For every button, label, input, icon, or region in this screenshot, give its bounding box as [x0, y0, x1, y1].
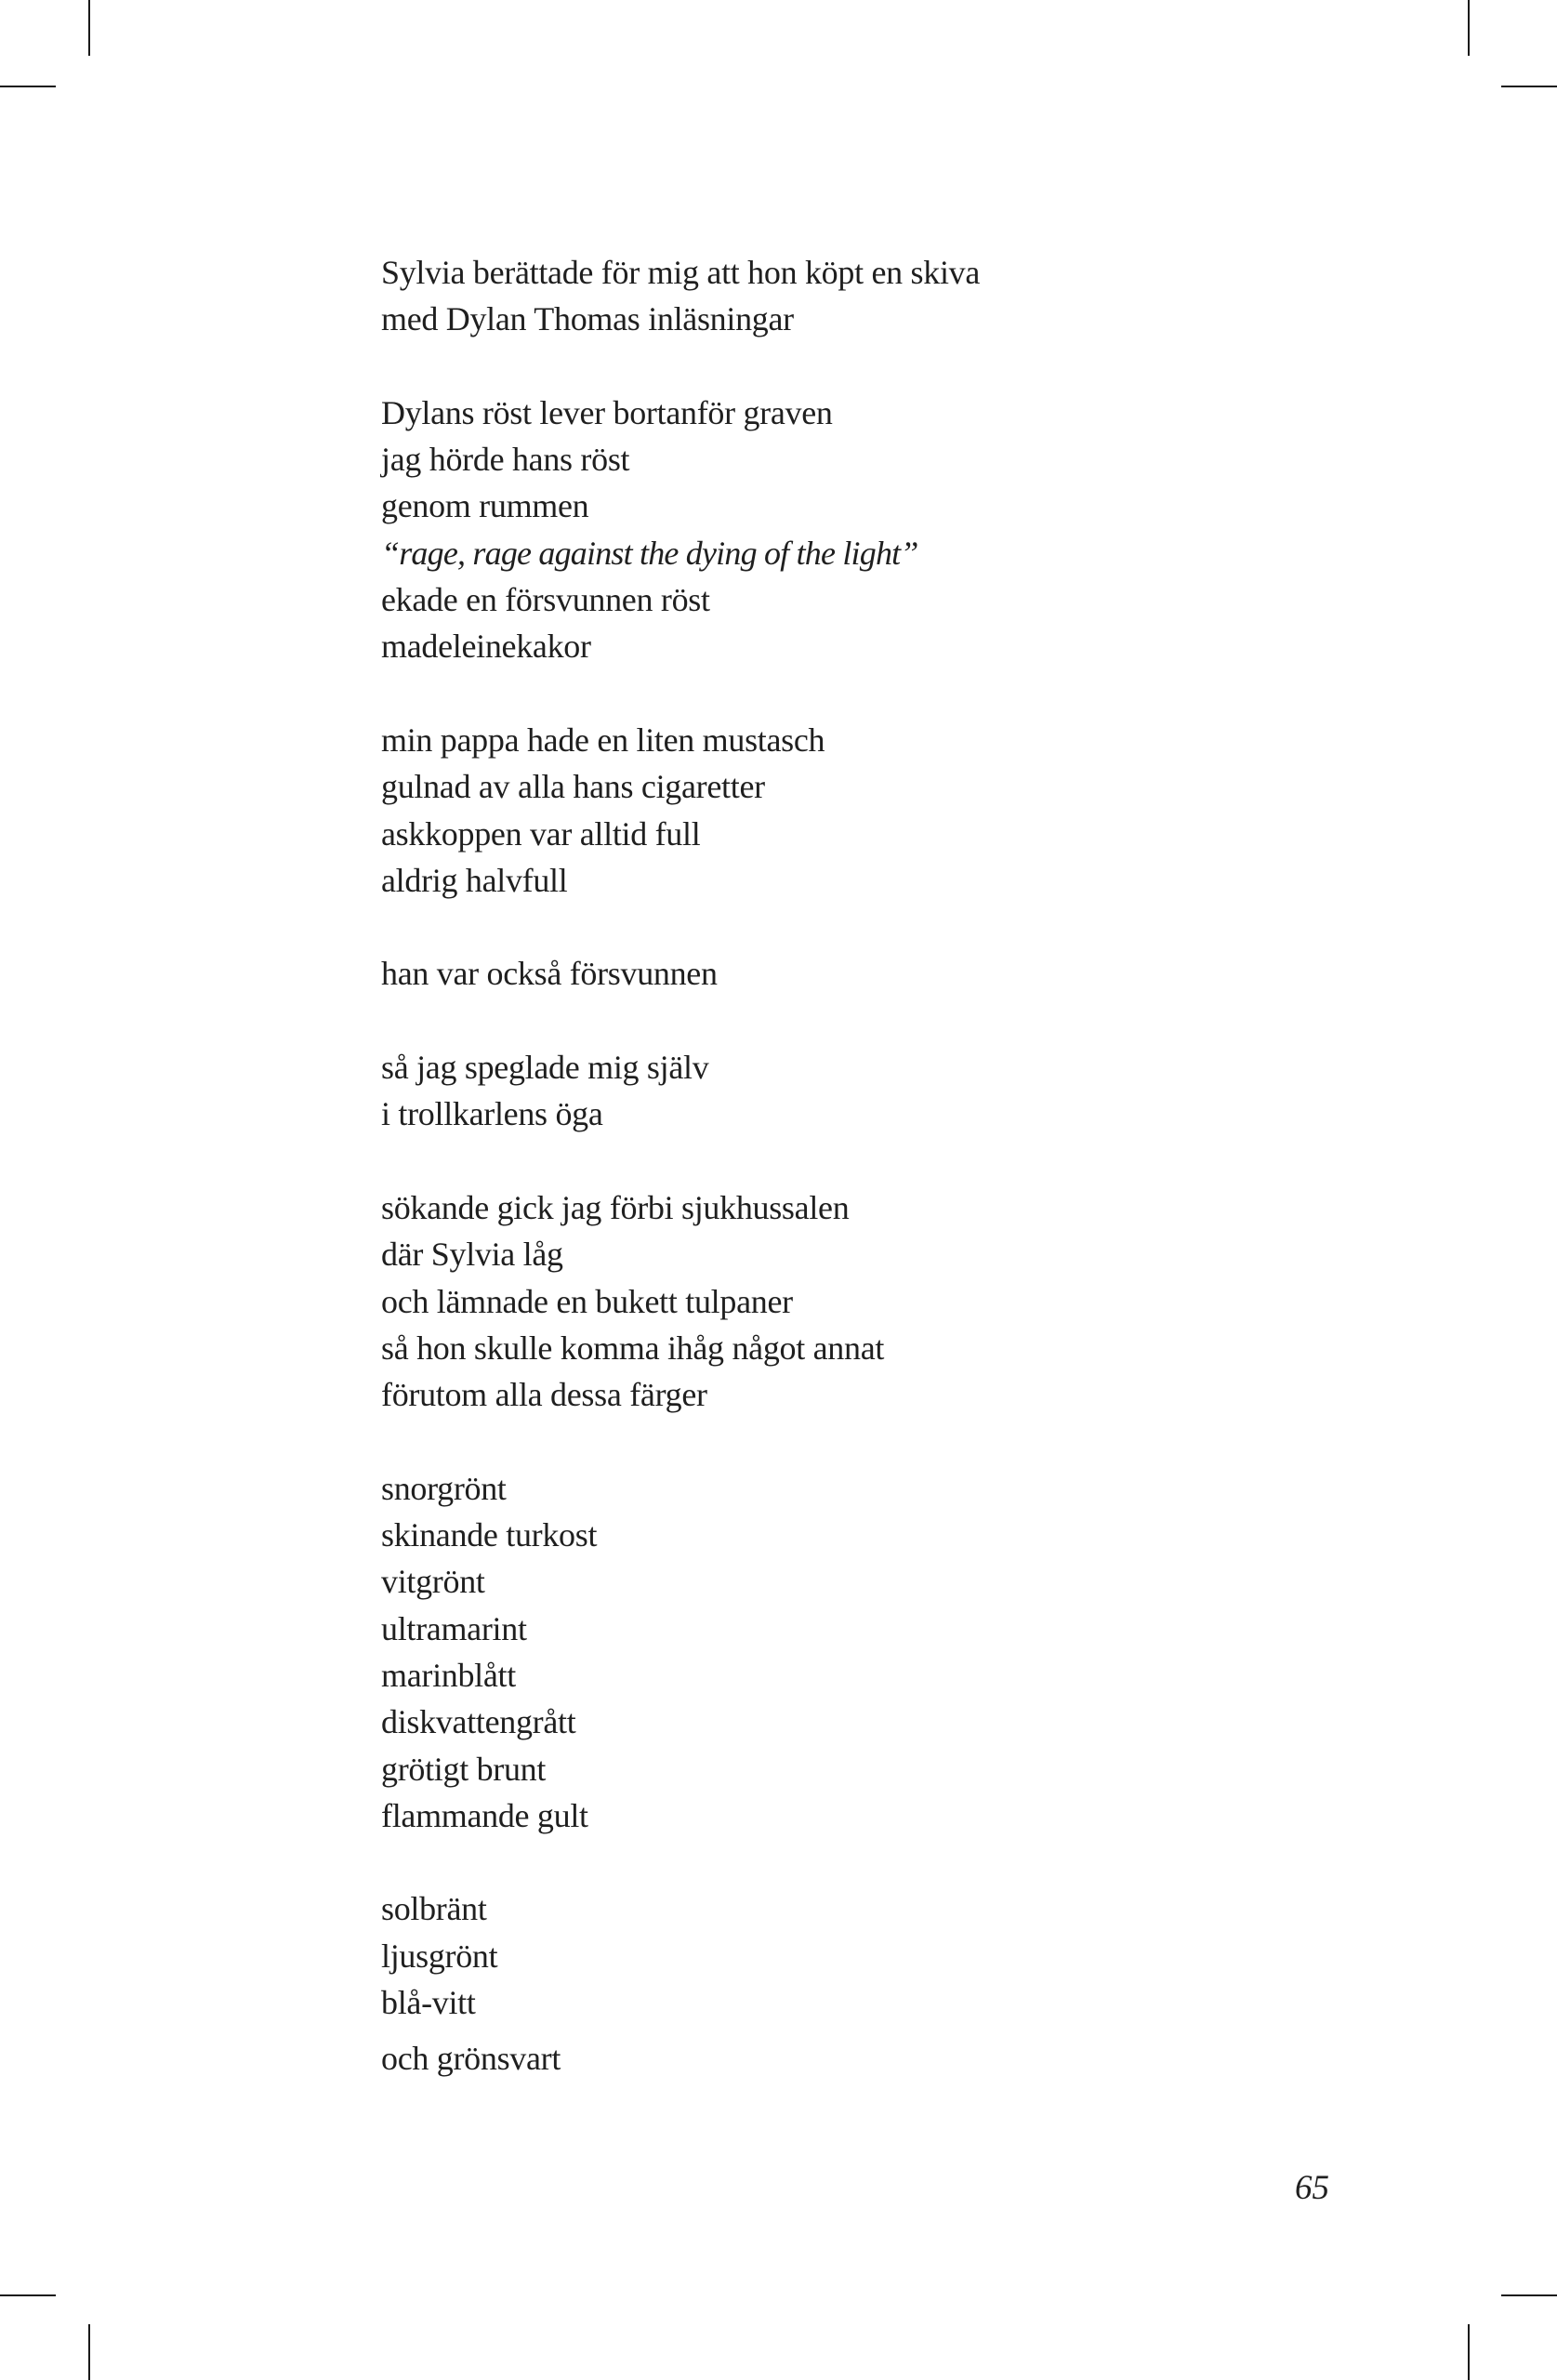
poem-line: solbränt	[381, 1890, 487, 1928]
stanza-1	[381, 249, 1311, 343]
poem-line: i trollkarlens öga	[381, 1095, 603, 1133]
poem-line: Sylvia berättade för mig att hon köpt en skiva	[381, 254, 981, 291]
crop-mark-top-left-horizontal	[0, 86, 56, 87]
poem-line: med Dylan Thomas inläsningar	[381, 300, 794, 338]
poem-line: han var också försvunnen	[381, 955, 718, 993]
poem-line: så jag speglade mig själv	[381, 1049, 709, 1087]
stanza-4	[381, 950, 1311, 997]
poem-line: min pappa hade en liten mustasch	[381, 721, 825, 759]
poem-line: ljusgrönt	[381, 1937, 498, 1975]
poem-line: Dylans röst lever bortanför graven	[381, 393, 833, 431]
poem-line: flammande gult	[381, 1796, 588, 1834]
poem-body	[381, 249, 1311, 2082]
poem-line: marinblått	[381, 1656, 516, 1694]
poem-line: grötigt brunt	[381, 1750, 547, 1788]
poem-line: vitgrönt	[381, 1563, 485, 1601]
crop-mark-top-right-horizontal	[1501, 86, 1557, 87]
crop-mark-top-left-vertical	[88, 0, 90, 56]
poem-line: askkoppen var alltid full	[381, 814, 701, 853]
stanza-6	[381, 1184, 1311, 1418]
poem-line: jag hörde hans röst	[381, 441, 630, 479]
page-number: 65	[1295, 2169, 1329, 2207]
poem-line: aldrig halvfull	[381, 861, 568, 899]
crop-mark-bottom-left-vertical	[88, 2324, 90, 2380]
crop-mark-bottom-right-horizontal	[1501, 2294, 1557, 2296]
poem-line: gulnad av alla hans cigaretter	[381, 768, 765, 806]
crop-mark-bottom-right-vertical	[1468, 2324, 1470, 2380]
poem-line: diskvattengrått	[381, 1703, 576, 1741]
stanza-8	[381, 1885, 1311, 2082]
poem-line: snorgrönt	[381, 1469, 507, 1507]
poem-line: och lämnade en bukett tulpaner	[381, 1282, 793, 1320]
poem-line: sökande gick jag förbi sjukhussalen	[381, 1188, 850, 1226]
poem-line: ekade en försvunnen röst	[381, 581, 710, 619]
poem-line: ultramarint	[381, 1609, 527, 1647]
poem-line: blå-vitt	[381, 1983, 476, 2021]
stanza-3	[381, 717, 1311, 904]
crop-mark-top-right-vertical	[1468, 0, 1470, 56]
poem-line: där Sylvia låg	[381, 1236, 563, 1274]
poem-line: madeleinekakor	[381, 628, 591, 666]
poem-line: skinande turkost	[381, 1516, 598, 1554]
poem-line: och grönsvart	[381, 2040, 561, 2078]
poem-quote-line: “rage, rage against the dying of the light”	[381, 534, 918, 572]
poem-line: förutom alla dessa färger	[381, 1376, 707, 1414]
poem-line: så hon skulle komma ihåg något annat	[381, 1329, 885, 1367]
stanza-5	[381, 1044, 1311, 1138]
stanza-2	[381, 390, 1311, 670]
crop-mark-bottom-left-horizontal	[0, 2294, 56, 2296]
stanza-7	[381, 1465, 1311, 1839]
poem-line: genom rummen	[381, 487, 589, 525]
